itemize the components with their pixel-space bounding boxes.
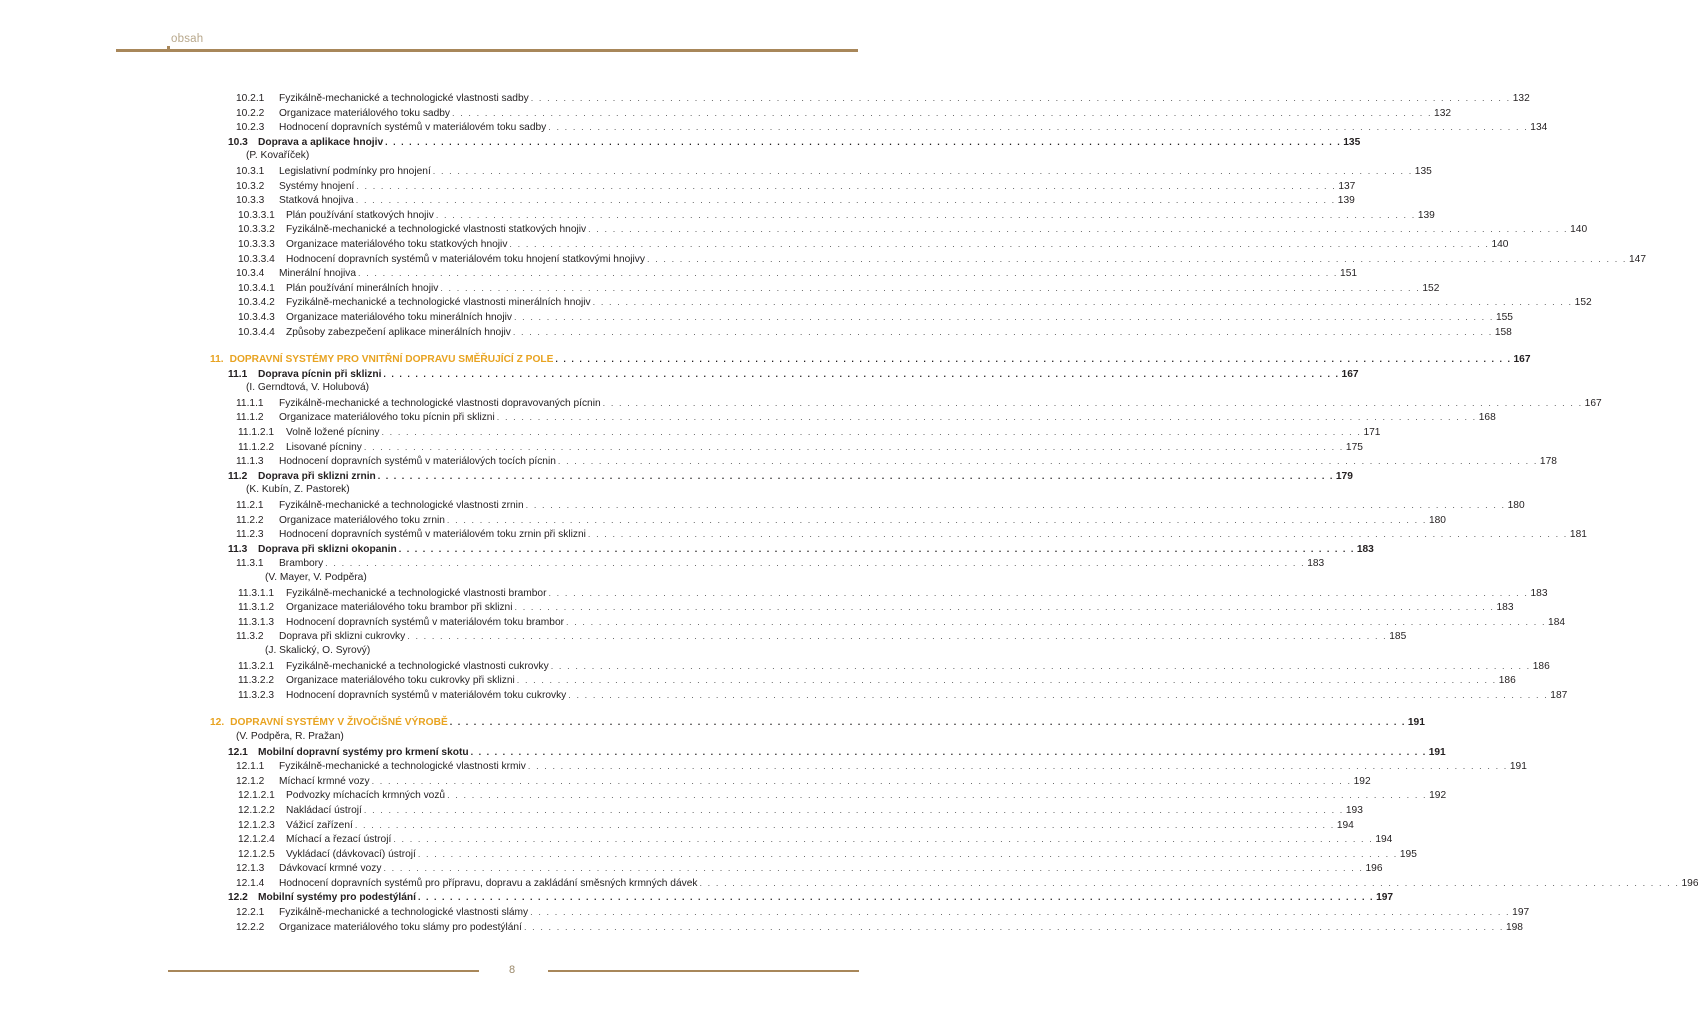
toc-page-number: 139 [1417,209,1435,221]
toc-title: Organizace materiálového toku minerálních hnojiv [286,311,512,323]
toc-title: Doprava při sklizni cukrovky [279,631,406,643]
toc-title: Doprava pícnin při sklizni [258,368,382,380]
toc-authors: (K. Kubín, Z. Pastorek) [246,484,350,496]
toc-number: 11.3.1.1 [238,587,275,599]
toc-number: 12.1.2.5 [238,848,275,860]
toc-page-number: 194 [1375,834,1393,846]
toc-page-number: 167 [1513,354,1531,366]
header-rule [116,49,858,52]
toc-number: 11.3.2.2 [238,675,275,687]
toc-number: 12.1.4 [236,877,265,889]
toc-page-number: 183 [1307,558,1325,570]
dot-leader: . . . . . . . . . . . . . . . . . . . . . . . . . . . . . . . . . . . . . . . . . . . . . . . . . . . . . . . . . . . . . . . . . . . . . . . . . . . . . . . . . . . . . . . . . . . . . . . . . . . . . . . . . . . . . . . . . . . . . . . . [588,224,1569,235]
dot-leader: . . . . . . . . . . . . . . . . . . . . . . . . . . . . . . . . . . . . . . . . . . . . . . . . . . . . . . . . . . . . . . . . . . . . . . . . . . . . . . . . . . . . . . . . . . . . . . . . . . . . . . . . . . . . . . . . . . . . . . . . [440,282,1421,293]
toc-page-number: 134 [1530,122,1548,134]
page-number: 8 [508,964,516,976]
toc-number: 11.1 [228,368,248,380]
toc-number: 11.2.3 [236,529,264,541]
toc-entry [210,266,1358,281]
dot-leader: . . . . . . . . . . . . . . . . . . . . . . . . . . . . . . . . . . . . . . . . . . . . . . . . . . . . . . . . . . . . . . . . . . . . . . . . . . . . . . . . . . . . . . . . . . . . . . . . . . . . . . . . . . . . . . . . . . . . . . . . [509,238,1490,249]
dot-leader: . . . . . . . . . . . . . . . . . . . . . . . . . . . . . . . . . . . . . . . . . . . . . . . . . . . . . . . . . . . . . . . . . . . . . . . . . . . . . . . . . . . . . . . . . . . . . . . . . . . . . . . . . . . . . . . . . . . . . . . . [325,558,1306,569]
toc-title: Fyzikálně-mechanické a technologické vlastnosti sadby [279,93,529,104]
toc-page-number: 180 [1428,514,1446,526]
dot-leader: . . . . . . . . . . . . . . . . . . . . . . . . . . . . . . . . . . . . . . . . . . . . . . . . . . . . . . . . . . . . . . . . . . . . . . . . . . . . . . . . . . . . . . . . . . . . . . . . . . . . . . . . . . . . . . . . . . . . . . . . [602,397,1583,408]
toc-number: 12.1.1 [236,761,265,773]
toc-title: Plán používání minerálních hnojiv [286,282,439,294]
dot-leader: . . . . . . . . . . . . . . . . . . . . . . . . . . . . . . . . . . . . . . . . . . . . . . . . . . . . . . . . . . . . . . . . . . . . . . . . . . . . . . . . . . . . . . . . . . . . . . . . . . . . . . . . . . . . . . . . . . . . . . . . [417,848,1398,859]
toc-entry [210,556,1325,571]
toc-title: Organizace materiálového toku zrnin [279,514,445,526]
toc-page-number: 179 [1335,470,1353,482]
toc-page-number: 191 [1407,717,1425,729]
dot-leader: . . . . . . . . . . . . . . . . . . . . . . . . . . . . . . . . . . . . . . . . . . . . . . . . . . . . . . . . . . . . . . . . . . . . . . . . . . . . . . . . . . . . . . . . . . . . . . . . . . . . . . . . . . . . . . . . . . . . . . . . [555,354,1512,365]
toc-number: 12.1.2.4 [238,834,275,846]
toc-number: 10.3 [228,136,248,148]
toc-entry [210,208,1435,223]
toc-title: Podvozky míchacích krmných vozů [286,790,446,802]
toc-page-number: 183 [1356,543,1374,555]
dot-leader: . . . . . . . . . . . . . . . . . . . . . . . . . . . . . . . . . . . . . . . . . . . . . . . . . . . . . . . . . . . . . . . . . . . . . . . . . . . . . . . . . . . . . . . . . . . . . . . . . . . . . . . . . . . . . . . . . . . . . . . . [516,675,1497,686]
toc-title: Volně ložené pícniny [286,427,380,439]
toc-entry [210,106,1452,121]
toc-number: 11.3.2.1 [238,660,275,672]
toc-number: 12.1.2.2 [238,804,275,816]
toc-entry [210,905,1530,920]
toc-entry [210,876,1698,891]
toc-page-number: 171 [1363,427,1381,439]
toc-number: 10.3.4.1 [238,282,275,294]
toc-entry [210,832,1393,847]
toc-number: 11.3.2 [236,631,264,643]
toc-entry [210,410,1496,425]
toc-title: Hodnocení dopravních systémů v materiálovém toku hnojení statkovými hnojivy [286,253,645,265]
dot-leader: . . . . . . . . . . . . . . . . . . . . . . . . . . . . . . . . . . . . . . . . . . . . . . . . . . . . . . . . . . . . . . . . . . . . . . . . . . . . . . . . . . . . . . . . . . . . . . . . . . . . . . . . . . . . . . . . . . . . . . . . [407,631,1388,642]
toc-title: Způsoby zabezpečení aplikace minerálních hnojiv [286,326,511,338]
toc-entry [210,615,1566,630]
dot-leader: . . . . . . . . . . . . . . . . . . . . . . . . . . . . . . . . . . . . . . . . . . . . . . . . . . . . . . . . . . . . . . . . . . . . . . . . . . . . . . . . . . . . . . . . . . . . . . . . . . . . . . . . . . . . . . . . . . . . . . . . [548,122,1529,133]
dot-leader: . . . . . . . . . . . . . . . . . . . . . . . . . . . . . . . . . . . . . . . . . . . . . . . . . . . . . . . . . . . . . . . . . . . . . . . . . . . . . . . . . . . . . . . . . . . . . . . . . . . . . . . . . . . . . . . . . . . . . . . . [398,543,1355,554]
toc-page-number: 184 [1548,616,1566,628]
toc-title: Fyzikálně-mechanické a technologické vlastnosti statkových hnojiv [286,224,587,236]
toc-entry [210,847,1417,862]
toc-number: 12.1.2 [236,775,265,787]
toc-title: Statková hnojiva [279,195,354,207]
toc-entry [210,367,1359,382]
dot-leader: . . . . . . . . . . . . . . . . . . . . . . . . . . . . . . . . . . . . . . . . . . . . . . . . . . . . . . . . . . . . . . . . . . . . . . . . . . . . . . . . . . . . . . . . . . . . . . . . . . . . . . . . . . . . . . . . . . . . . . . . [446,514,1427,525]
toc-entry [210,600,1514,615]
toc-number: 10.3.4.3 [238,311,275,323]
toc-page-number: 191 [1509,761,1527,773]
toc-entry [210,803,1363,818]
toc-authors: (V. Mayer, V. Podpěra) [265,572,367,583]
dot-leader: . . . . . . . . . . . . . . . . . . . . . . . . . . . . . . . . . . . . . . . . . . . . . . . . . . . . . . . . . . . . . . . . . . . . . . . . . . . . . . . . . . . . . . . . . . . . . . . . . . . . . . . . . . . . . . . . . . . . . . . . [435,209,1416,220]
toc-entry [210,688,1568,703]
toc-number: 10.2.3 [236,122,265,134]
toc-page-number: 137 [1338,180,1356,192]
dot-leader: . . . . . . . . . . . . . . . . . . . . . . . . . . . . . . . . . . . . . . . . . . . . . . . . . . . . . . . . . . . . . . . . . . . . . . . . . . . . . . . . . . . . . . . . . . . . . . . . . . . . . . . . . . . . . . . . . . . . . . . . [527,761,1508,772]
toc-number: 11.2.1 [236,500,264,512]
toc-title: DOPRAVNÍ SYSTÉMY V ŽIVOČIŠNÉ VÝROBĚ [230,717,448,729]
dot-leader: . . . . . . . . . . . . . . . . . . . . . . . . . . . . . . . . . . . . . . . . . . . . . . . . . . . . . . . . . . . . . . . . . . . . . . . . . . . . . . . . . . . . . . . . . . . . . . . . . . . . . . . . . . . . . . . . . . . . . . . . [566,616,1547,627]
dot-leader: . . . . . . . . . . . . . . . . . . . . . . . . . . . . . . . . . . . . . . . . . . . . . . . . . . . . . . . . . . . . . . . . . . . . . . . . . . . . . . . . . . . . . . . . . . . . . . . . . . . . . . . . . . . . . . . . . . . . . . . . [447,790,1428,801]
toc-number: 10.3.3.4 [238,253,275,265]
toc-page-number: 151 [1340,268,1358,280]
toc-number: 11.3 [228,543,248,555]
toc-page-number: 168 [1478,412,1496,424]
toc-page-number: 167 [1584,397,1602,409]
toc-title: Organizace materiálového toku pícnin při sklizni [279,412,495,424]
dot-leader: . . . . . . . . . . . . . . . . . . . . . . . . . . . . . . . . . . . . . . . . . . . . . . . . . . . . . . . . . . . . . . . . . . . . . . . . . . . . . . . . . . . . . . . . . . . . . . . . . . . . . . . . . . . . . . . . . . . . . . . . [449,717,1406,728]
toc-authors: (P. Kovaříček) [246,150,310,162]
toc-entry [210,91,1530,106]
toc-number: 12.2.1 [236,907,265,919]
toc-entry [210,440,1363,455]
toc-number: 12. [210,717,225,729]
toc-page-number: 132 [1434,107,1452,119]
toc-entry [210,135,1361,150]
table-of-contents [210,91,1698,934]
toc-entry [210,586,1548,601]
toc-title: DOPRAVNÍ SYSTÉMY PRO VNITŘNÍ DOPRAVU SMĚŘUJÍCÍ Z POLE [229,354,554,366]
toc-entry [210,659,1550,674]
toc-title: Minerální hnojiva [279,268,357,280]
toc-number: 12.2 [228,892,248,904]
toc-entry [210,295,1592,310]
toc-entry [210,325,1512,340]
dot-leader: . . . . . . . . . . . . . . . . . . . . . . . . . . . . . . . . . . . . . . . . . . . . . . . . . . . . . . . . . . . . . . . . . . . . . . . . . . . . . . . . . . . . . . . . . . . . . . . . . . . . . . . . . . . . . . . . . . . . . . . . [452,107,1433,118]
toc-entry [210,120,1548,135]
toc-page-number: 191 [1428,746,1446,758]
toc-page-number: 197 [1376,892,1394,904]
toc-entry [210,890,1394,905]
toc-entry [210,759,1527,774]
toc-page-number: 152 [1422,282,1440,294]
toc-number: 10.3.3.3 [238,238,275,250]
toc-page-number: 181 [1569,529,1587,541]
dot-leader: . . . . . . . . . . . . . . . . . . . . . . . . . . . . . . . . . . . . . . . . . . . . . . . . . . . . . . . . . . . . . . . . . . . . . . . . . . . . . . . . . . . . . . . . . . . . . . . . . . . . . . . . . . . . . . . . . . . . . . . . [355,195,1336,206]
toc-title: Doprava při sklizni okopanin [258,543,397,555]
toc-title: Fyzikálně-mechanické a technologické vlastnosti minerálních hnojiv [286,297,591,309]
toc-entry [210,498,1525,513]
toc-title: Legislativní podmínky pro hnojení [279,165,431,177]
dot-leader: . . . . . . . . . . . . . . . . . . . . . . . . . . . . . . . . . . . . . . . . . . . . . . . . . . . . . . . . . . . . . . . . . . . . . . . . . . . . . . . . . . . . . . . . . . . . . . . . . . . . . . . . . . . . . . . . . . . . . . . . [470,746,1427,757]
toc-entry [210,629,1407,644]
dot-leader: . . . . . . . . . . . . . . . . . . . . . . . . . . . . . . . . . . . . . . . . . . . . . . . . . . . . . . . . . . . . . . . . . . . . . . . . . . . . . . . . . . . . . . . . . . . . . . . . . . . . . . . . . . . . . . . . . . . . . . . . [358,268,1339,279]
toc-title: Fyzikálně-mechanické a technologické vlastnosti krmiv [279,761,526,773]
toc-page-number: 180 [1507,500,1525,512]
toc-page-number: 158 [1494,326,1512,338]
toc-page-number: 197 [1512,907,1530,919]
toc-entry [210,222,1588,237]
toc-authors: (J. Skalický, O. Syrový) [265,644,371,656]
toc-title: Hodnocení dopravních systémů v materiálovém toku brambor [286,616,565,628]
toc-entry [210,788,1447,803]
toc-entry [210,861,1383,876]
toc-page-number: 192 [1353,775,1371,787]
toc-page-number: 183 [1530,587,1548,599]
dot-leader: . . . . . . . . . . . . . . . . . . . . . . . . . . . . . . . . . . . . . . . . . . . . . . . . . . . . . . . . . . . . . . . . . . . . . . . . . . . . . . . . . . . . . . . . . . . . . . . . . . . . . . . . . . . . . . . . . . . . . . . . [393,834,1374,845]
toc-entry [210,396,1602,411]
dot-leader: . . . . . . . . . . . . . . . . . . . . . . . . . . . . . . . . . . . . . . . . . . . . . . . . . . . . . . . . . . . . . . . . . . . . . . . . . . . . . . . . . . . . . . . . . . . . . . . . . . . . . . . . . . . . . . . . . . . . . . . . [417,892,1375,903]
toc-title: Vykládací (dávkovací) ústrojí [286,848,416,860]
toc-title: Fyzikálně-mechanické a technologické vlastnosti dopravovaných pícnin [279,397,601,409]
dot-leader: . . . . . . . . . . . . . . . . . . . . . . . . . . . . . . . . . . . . . . . . . . . . . . . . . . . . . . . . . . . . . . . . . . . . . . . . . . . . . . . . . . . . . . . . . . . . . . . . . . . . . . . . . . . . . . . . . . . . . . . . [530,93,1511,103]
dot-leader: . . . . . . . . . . . . . . . . . . . . . . . . . . . . . . . . . . . . . . . . . . . . . . . . . . . . . . . . . . . . . . . . . . . . . . . . . . . . . . . . . . . . . . . . . . . . . . . . . . . . . . . . . . . . . . . . . . . . . . . . [587,529,1568,540]
toc-number: 12.1 [228,746,248,758]
dot-leader: . . . . . . . . . . . . . . . . . . . . . . . . . . . . . . . . . . . . . . . . . . . . . . . . . . . . . . . . . . . . . . . . . . . . . . . . . . . . . . . . . . . . . . . . . . . . . . . . . . . . . . . . . . . . . . . . . . . . . . . . [385,136,1342,147]
toc-number: 12.1.2.1 [238,790,275,802]
toc-entry [210,513,1446,528]
toc-page-number: 183 [1496,602,1514,614]
toc-number: 10.2.2 [236,107,265,119]
toc-title: Fyzikálně-mechanické a technologické vlastnosti zrnin [279,500,524,512]
toc-title: Lisované pícniny [286,441,362,453]
toc-entry [210,454,1557,469]
dot-leader: . . . . . . . . . . . . . . . . . . . . . . . . . . . . . . . . . . . . . . . . . . . . . . . . . . . . . . . . . . . . . . . . . . . . . . . . . . . . . . . . . . . . . . . . . . . . . . . . . . . . . . . . . . . . . . . . . . . . . . . . [356,180,1337,191]
toc-page-number: 135 [1414,165,1432,177]
toc-entry [210,527,1587,542]
toc-title: Organizace materiálového toku sadby [279,107,451,119]
toc-entry [210,164,1432,179]
dot-leader: . . . . . . . . . . . . . . . . . . . . . . . . . . . . . . . . . . . . . . . . . . . . . . . . . . . . . . . . . . . . . . . . . . . . . . . . . . . . . . . . . . . . . . . . . . . . . . . . . . . . . . . . . . . . . . . . . . . . . . . . [377,470,1334,481]
toc-title: Hodnocení dopravních systémů v materiálovém toku zrnin při sklizni [279,529,586,541]
toc-title: Fyzikálně-mechanické a technologické vlastnosti cukrovky [286,660,549,672]
toc-number: 12.2.2 [236,921,265,933]
toc-title: Organizace materiálového toku statkových hnojiv [286,238,508,250]
toc-entry [210,469,1353,484]
toc-authors: (V. Podpěra, R. Pražan) [236,730,344,742]
toc-entry [210,774,1371,789]
dot-leader: . . . . . . . . . . . . . . . . . . . . . . . . . . . . . . . . . . . . . . . . . . . . . . . . . . . . . . . . . . . . . . . . . . . . . . . . . . . . . . . . . . . . . . . . . . . . . . . . . . . . . . . . . . . . . . . . . . . . . . . . [523,921,1504,932]
footer-rule-right [548,970,859,972]
toc-page-number: 167 [1341,368,1359,380]
dot-leader: . . . . . . . . . . . . . . . . . . . . . . . . . . . . . . . . . . . . . . . . . . . . . . . . . . . . . . . . . . . . . . . . . . . . . . . . . . . . . . . . . . . . . . . . . . . . . . . . . . . . . . . . . . . . . . . . . . . . . . . . [592,297,1573,308]
toc-number: 10.3.3.1 [238,209,275,221]
toc-page-number: 140 [1570,224,1588,236]
toc-entry [210,542,1374,557]
dot-leader: . . . . . . . . . . . . . . . . . . . . . . . . . . . . . . . . . . . . . . . . . . . . . . . . . . . . . . . . . . . . . . . . . . . . . . . . . . . . . . . . . . . . . . . . . . . . . . . . . . . . . . . . . . . . . . . . . . . . . . . . [557,456,1538,467]
footer-rule-left [168,970,479,972]
toc-title: Dávkovací krmné vozy [279,863,382,875]
toc-number: 10.3.4.2 [238,297,275,309]
toc-number: 11.3.1.3 [238,616,275,628]
toc-number: 12.1.2.3 [238,819,275,831]
dot-leader: . . . . . . . . . . . . . . . . . . . . . . . . . . . . . . . . . . . . . . . . . . . . . . . . . . . . . . . . . . . . . . . . . . . . . . . . . . . . . . . . . . . . . . . . . . . . . . . . . . . . . . . . . . . . . . . . . . . . . . . . [514,602,1495,613]
dot-leader: . . . . . . . . . . . . . . . . . . . . . . . . . . . . . . . . . . . . . . . . . . . . . . . . . . . . . . . . . . . . . . . . . . . . . . . . . . . . . . . . . . . . . . . . . . . . . . . . . . . . . . . . . . . . . . . . . . . . . . . . [383,368,1340,379]
toc-entry [210,818,1354,833]
toc-chapter [210,715,1425,730]
toc-number: 11.1.2.2 [238,441,275,453]
toc-entry [210,237,1509,252]
toc-number: 11.2.2 [236,514,264,526]
toc-number: 10.3.4.4 [238,326,275,338]
dot-leader: . . . . . . . . . . . . . . . . . . . . . . . . . . . . . . . . . . . . . . . . . . . . . . . . . . . . . . . . . . . . . . . . . . . . . . . . . . . . . . . . . . . . . . . . . . . . . . . . . . . . . . . . . . . . . . . . . . . . . . . . [568,689,1549,700]
toc-entry [210,179,1356,194]
toc-entry [210,425,1381,440]
toc-number: 11.1.1 [236,397,264,409]
toc-title: Hodnocení dopravních systémů v materiálovém toku cukrovky [286,689,567,701]
toc-number: 11.3.1.2 [238,602,275,614]
toc-title: Organizace materiálového toku slámy pro podestýlání [279,921,522,933]
dot-leader: . . . . . . . . . . . . . . . . . . . . . . . . . . . . . . . . . . . . . . . . . . . . . . . . . . . . . . . . . . . . . . . . . . . . . . . . . . . . . . . . . . . . . . . . . . . . . . . . . . . . . . . . . . . . . . . . . . . . . . . . [432,165,1413,176]
toc-page-number: 132 [1512,93,1530,104]
toc-number: 11.2 [228,470,248,482]
toc-page-number: 187 [1550,689,1568,701]
toc-page-number: 192 [1429,790,1447,802]
dot-leader: . . . . . . . . . . . . . . . . . . . . . . . . . . . . . . . . . . . . . . . . . . . . . . . . . . . . . . . . . . . . . . . . . . . . . . . . . . . . . . . . . . . . . . . . . . . . . . . . . . . . . . . . . . . . . . . . . . . . . . . . [550,660,1531,671]
toc-number: 11.1.3 [236,456,264,468]
toc-title: Plán používání statkových hnojiv [286,209,434,221]
dot-leader: . . . . . . . . . . . . . . . . . . . . . . . . . . . . . . . . . . . . . . . . . . . . . . . . . . . . . . . . . . . . . . . . . . . . . . . . . . . . . . . . . . . . . . . . . . . . . . . . . . . . . . . . . . . . . . . . . . . . . . . . [371,775,1352,786]
toc-entry [210,193,1355,208]
header-label: obsah [171,33,204,45]
dot-leader: . . . . . . . . . . . . . . . . . . . . . . . . . . . . . . . . . . . . . . . . . . . . . . . . . . . . . . . . . . . . . . . . . . . . . . . . . . . . . . . . . . . . . . . . . . . . . . . . . . . . . . . . . . . . . . . . . . . . . . . . [525,500,1506,511]
toc-number: 10.3.1 [236,165,265,177]
toc-title: Nakládací ústrojí [286,804,362,816]
toc-number: 12.1.3 [236,863,265,875]
toc-page-number: 196 [1365,863,1383,875]
toc-page-number: 186 [1498,675,1516,687]
toc-title: Hodnocení dopravních systémů v materiálovém toku sadby [279,122,547,134]
toc-page-number: 175 [1345,441,1363,453]
toc-title: Míchací krmné vozy [279,775,370,787]
toc-chapter [210,352,1531,367]
toc-page-number: 196 [1681,877,1698,889]
toc-page-number: 198 [1505,921,1523,933]
toc-title: Fyzikálně-mechanické a technologické vlastnosti slámy [279,907,529,919]
toc-authors: (I. Gerndtová, V. Holubová) [246,382,370,394]
toc-number: 10.3.2 [236,180,265,192]
toc-page-number: 185 [1389,631,1407,643]
toc-entry [210,920,1523,935]
dot-leader: . . . . . . . . . . . . . . . . . . . . . . . . . . . . . . . . . . . . . . . . . . . . . . . . . . . . . . . . . . . . . . . . . . . . . . . . . . . . . . . . . . . . . . . . . . . . . . . . . . . . . . . . . . . . . . . . . . . . . . . . [496,412,1477,423]
toc-page-number: 139 [1337,195,1355,207]
toc-title: Organizace materiálového toku cukrovky při sklizni [286,675,515,687]
toc-entry [210,745,1446,760]
dot-leader: . . . . . . . . . . . . . . . . . . . . . . . . . . . . . . . . . . . . . . . . . . . . . . . . . . . . . . . . . . . . . . . . . . . . . . . . . . . . . . . . . . . . . . . . . . . . . . . . . . . . . . . . . . . . . . . . . . . . . . . . [699,877,1680,888]
dot-leader: . . . . . . . . . . . . . . . . . . . . . . . . . . . . . . . . . . . . . . . . . . . . . . . . . . . . . . . . . . . . . . . . . . . . . . . . . . . . . . . . . . . . . . . . . . . . . . . . . . . . . . . . . . . . . . . . . . . . . . . . [381,427,1362,438]
toc-page-number: 135 [1343,136,1361,148]
toc-number: 11.3.2.3 [238,689,275,701]
toc-entry [210,281,1440,296]
dot-leader: . . . . . . . . . . . . . . . . . . . . . . . . . . . . . . . . . . . . . . . . . . . . . . . . . . . . . . . . . . . . . . . . . . . . . . . . . . . . . . . . . . . . . . . . . . . . . . . . . . . . . . . . . . . . . . . . . . . . . . . . [548,587,1529,598]
toc-number: 11.1.2 [236,412,264,424]
toc-entry [210,252,1647,267]
toc-page-number: 178 [1539,456,1557,468]
toc-title: Organizace materiálového toku brambor při sklizni [286,602,513,614]
toc-entry [210,310,1513,325]
dot-leader: . . . . . . . . . . . . . . . . . . . . . . . . . . . . . . . . . . . . . . . . . . . . . . . . . . . . . . . . . . . . . . . . . . . . . . . . . . . . . . . . . . . . . . . . . . . . . . . . . . . . . . . . . . . . . . . . . . . . . . . . [513,311,1494,322]
toc-page-number: 194 [1336,819,1354,831]
toc-page-number: 193 [1345,804,1363,816]
toc-title: Míchací a řezací ústrojí [286,834,392,846]
toc-number: 11.3.1 [236,558,264,570]
toc-page-number: 147 [1629,253,1647,265]
dot-leader: . . . . . . . . . . . . . . . . . . . . . . . . . . . . . . . . . . . . . . . . . . . . . . . . . . . . . . . . . . . . . . . . . . . . . . . . . . . . . . . . . . . . . . . . . . . . . . . . . . . . . . . . . . . . . . . . . . . . . . . . [512,326,1493,337]
dot-leader: . . . . . . . . . . . . . . . . . . . . . . . . . . . . . . . . . . . . . . . . . . . . . . . . . . . . . . . . . . . . . . . . . . . . . . . . . . . . . . . . . . . . . . . . . . . . . . . . . . . . . . . . . . . . . . . . . . . . . . . . [363,804,1344,815]
toc-title: Brambory [279,558,324,570]
toc-title: Hodnocení dopravních systémů pro přípravu, dopravu a zakládání směsných krmných dávek [279,877,698,889]
toc-number: 10.2.1 [236,93,265,104]
toc-page-number: 152 [1574,297,1592,309]
dot-leader: . . . . . . . . . . . . . . . . . . . . . . . . . . . . . . . . . . . . . . . . . . . . . . . . . . . . . . . . . . . . . . . . . . . . . . . . . . . . . . . . . . . . . . . . . . . . . . . . . . . . . . . . . . . . . . . . . . . . . . . . [530,907,1511,918]
toc-number: 10.3.3 [236,195,265,207]
toc-page-number: 140 [1491,238,1509,250]
toc-number: 11. [210,354,224,366]
toc-title: Fyzikálně-mechanické a technologické vlastnosti brambor [286,587,547,599]
toc-page-number: 195 [1399,848,1417,860]
toc-number: 10.3.4 [236,268,265,280]
toc-title: Vážicí zařízení [286,819,353,831]
toc-title: Mobilní dopravní systémy pro krmení skotu [258,746,469,758]
toc-title: Doprava a aplikace hnojiv [258,136,384,148]
toc-title: Mobilní systémy pro podestýlání [258,892,416,904]
toc-entry [210,673,1516,688]
dot-leader: . . . . . . . . . . . . . . . . . . . . . . . . . . . . . . . . . . . . . . . . . . . . . . . . . . . . . . . . . . . . . . . . . . . . . . . . . . . . . . . . . . . . . . . . . . . . . . . . . . . . . . . . . . . . . . . . . . . . . . . . [383,863,1364,874]
dot-leader: . . . . . . . . . . . . . . . . . . . . . . . . . . . . . . . . . . . . . . . . . . . . . . . . . . . . . . . . . . . . . . . . . . . . . . . . . . . . . . . . . . . . . . . . . . . . . . . . . . . . . . . . . . . . . . . . . . . . . . . . [647,253,1628,264]
toc-page-number: 155 [1495,311,1513,323]
toc-page-number: 186 [1532,660,1550,672]
dot-leader: . . . . . . . . . . . . . . . . . . . . . . . . . . . . . . . . . . . . . . . . . . . . . . . . . . . . . . . . . . . . . . . . . . . . . . . . . . . . . . . . . . . . . . . . . . . . . . . . . . . . . . . . . . . . . . . . . . . . . . . . [354,819,1335,830]
toc-title: Systémy hnojení [279,180,355,192]
toc-number: 10.3.3.2 [238,224,275,236]
toc-number: 11.1.2.1 [238,427,275,439]
toc-title: Hodnocení dopravních systémů v materiálových tocích pícnin [279,456,556,468]
dot-leader: . . . . . . . . . . . . . . . . . . . . . . . . . . . . . . . . . . . . . . . . . . . . . . . . . . . . . . . . . . . . . . . . . . . . . . . . . . . . . . . . . . . . . . . . . . . . . . . . . . . . . . . . . . . . . . . . . . . . . . . . [363,441,1344,452]
toc-title: Doprava při sklizni zrnin [258,470,376,482]
